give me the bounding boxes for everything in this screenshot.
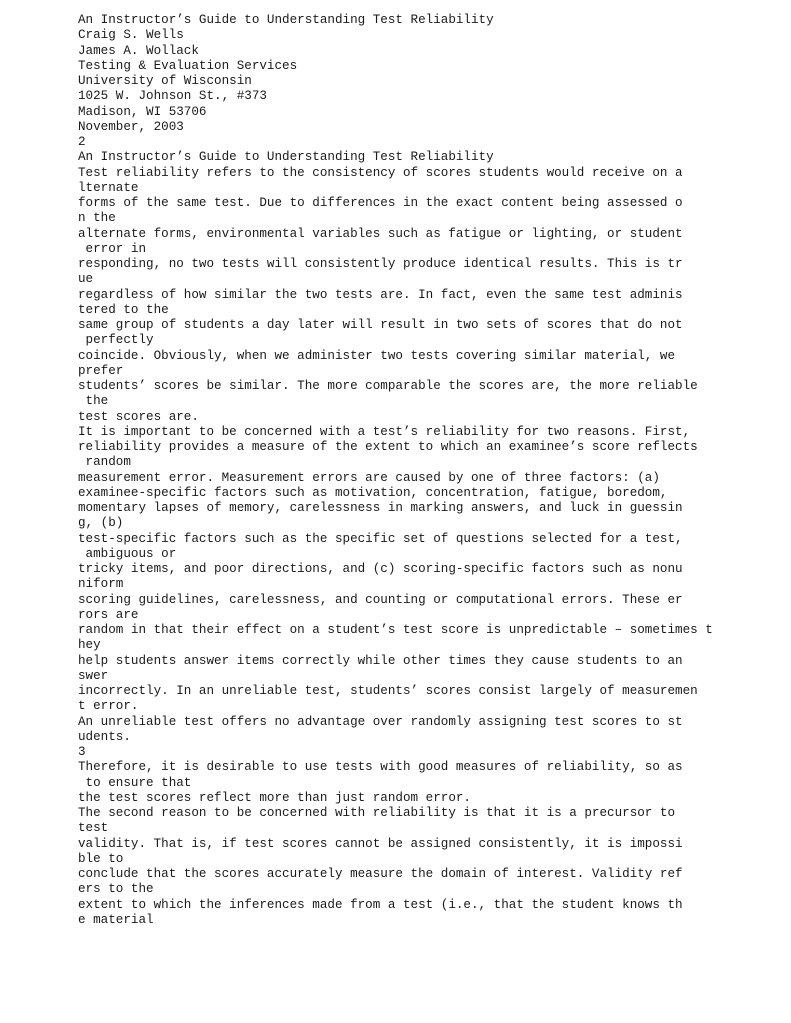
body-line: ue (78, 272, 94, 287)
body-line: n the (78, 211, 116, 226)
body-line: udents. (78, 729, 131, 744)
body-line: rors are (78, 607, 139, 622)
body-line: students’ scores be similar. The more comparable the scores are, the more reliable (78, 379, 698, 393)
organization: Testing & Evaluation Services (78, 58, 298, 73)
body-line: forms of the same test. Due to differences in the exact content being assessed o (78, 196, 683, 210)
body-line: incorrectly. In an unreliable test, students’ scores consist largely of measuremen (78, 684, 698, 698)
body-line: hey (78, 638, 101, 653)
body-line: conclude that the scores accurately measure the domain of interest. Validity ref (78, 867, 683, 881)
section-title: An Instructor’s Guide to Understanding Test Reliability (78, 150, 494, 165)
body-line: perfectly (78, 333, 154, 348)
body-line: The second reason to be concerned with reliability is that it is a precursor to (78, 806, 676, 820)
document-page (78, 13, 778, 928)
body-line: test scores are. (78, 409, 199, 424)
body-line: t error. (78, 699, 139, 714)
body-line: same group of students a day later will result in two sets of scores that do not (78, 318, 683, 332)
body-line: g, (b) (78, 516, 124, 531)
page-number: 3 (78, 745, 86, 759)
institution: University of Wisconsin (78, 74, 252, 88)
body-line: extent to which the inferences made from a test (i.e., that the student knows th (78, 897, 683, 912)
body-line: tricky items, and poor directions, and (c) scoring-specific factors such as nonu (78, 562, 683, 576)
body-line: alternate forms, environmental variables such as fatigue or lighting, or student (78, 226, 683, 241)
body-line: prefer (78, 363, 124, 378)
body-line: random in that their effect on a student’s test score is unpredictable – sometimes t (78, 623, 713, 637)
body-line: responding, no two tests will consistently produce identical results. This is tr (78, 257, 683, 271)
page-number: 2 (78, 135, 86, 149)
body-line: scoring guidelines, carelessness, and counting or computational errors. These er (78, 592, 683, 607)
body-line: help students answer items correctly while other times they cause students to an (78, 653, 683, 668)
body-line: test-specific factors such as the specific set of questions selected for a test, (78, 531, 683, 546)
body-line: lternate (78, 180, 139, 195)
body-line: the (78, 394, 109, 409)
body-line: ers to the (78, 882, 154, 897)
body-line: validity. That is, if test scores cannot be assigned consistently, it is impossi (78, 836, 683, 851)
body-line: swer (78, 668, 109, 683)
body-line: coincide. Obviously, when we administer two tests covering similar material, we (78, 348, 676, 363)
body-line: e material (78, 912, 154, 927)
body-line: tered to the (78, 302, 169, 317)
body-line: An unreliable test offers no advantage over randomly assigning test scores to st (78, 714, 683, 729)
body-line: random (78, 455, 131, 470)
body-line: Therefore, it is desirable to use tests with good measures of reliability, so as (78, 760, 683, 775)
body-line: the test scores reflect more than just random error. (78, 790, 471, 805)
body-line: reliability provides a measure of the extent to which an examinee’s score reflects (78, 440, 698, 454)
body-line: It is important to be concerned with a test’s reliability for two reasons. First, (78, 424, 691, 439)
document-title: An Instructor’s Guide to Understanding Test Reliability (78, 13, 494, 27)
body-line: examinee-specific factors such as motivation, concentration, fatigue, boredom, (78, 485, 668, 500)
body-line: to ensure that (78, 775, 192, 790)
city-address: Madison, WI 53706 (78, 104, 207, 119)
body-line: momentary lapses of memory, carelessness in marking answers, and luck in guessin (78, 501, 683, 515)
street-address: 1025 W. Johnson St., #373 (78, 89, 267, 104)
body-line: measurement error. Measurement errors are caused by one of three factors: (a) (78, 470, 660, 485)
publication-date: November, 2003 (78, 119, 184, 134)
body-line: ble to (78, 851, 124, 866)
body-line: error in (78, 241, 147, 256)
body-line: niform (78, 577, 124, 592)
body-line: ambiguous or (78, 546, 177, 561)
author-name: Craig S. Wells (78, 28, 184, 43)
body-line: Test reliability refers to the consistency of scores students would receive on a (78, 165, 683, 180)
body-line: regardless of how similar the two tests are. In fact, even the same test adminis (78, 287, 683, 302)
body-line: test (78, 821, 109, 836)
author-name: James A. Wollack (78, 43, 199, 58)
